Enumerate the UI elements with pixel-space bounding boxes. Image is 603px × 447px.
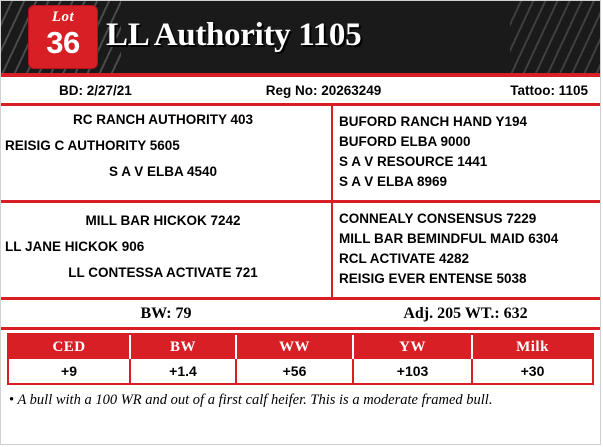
sire-parents [1, 106, 331, 200]
sire-name: REISIG C AUTHORITY 5605 [5, 138, 180, 153]
lot-label: Lot [51, 9, 75, 25]
sire-grandparent-2: BUFORD ELBA 9000 [339, 134, 471, 149]
epd-header-ww: WW [236, 335, 353, 359]
dam-grandparent-4: REISIG EVER ENTENSE 5038 [339, 271, 527, 286]
sire-dam: S A V ELBA 4540 [108, 164, 218, 179]
dam-grandparents [331, 203, 600, 297]
epd-table [7, 333, 594, 385]
sire-grandparent-1: BUFORD RANCH HAND Y194 [339, 114, 528, 129]
dam-grandparent-2: MILL BAR BEMINDFUL MAID 6304 [339, 231, 559, 246]
header-stripe-right [510, 1, 600, 73]
sire-grandparents [331, 106, 600, 200]
epd-value-ww: +56 [236, 359, 353, 383]
sire-grandparent-3: S A V RESOURCE 1441 [339, 154, 488, 169]
table-header-row [9, 335, 592, 359]
adjusted-205-weight: Adj. 205 WT.: 632 [403, 304, 528, 322]
page-title: LL Authority 1105 [106, 17, 362, 53]
birth-date: BD: 2/27/21 [59, 82, 132, 98]
dam-name: LL JANE HICKOK 906 [5, 239, 145, 254]
epd-header-yw: YW [353, 335, 472, 359]
sire-sire: RC RANCH AUTHORITY 403 [72, 112, 254, 127]
epd-value-ced: +9 [9, 359, 130, 383]
dam-sire: MILL BAR HICKOK 7242 [85, 213, 241, 228]
registration-number: Reg No: 20263249 [265, 82, 382, 98]
tattoo: Tattoo: 1105 [510, 82, 588, 98]
lot-number: 36 [46, 25, 80, 60]
dam-grandparent-1: CONNEALY CONSENSUS 7229 [339, 211, 537, 226]
animal-info-row [1, 77, 600, 103]
epd-value-bw: +1.4 [130, 359, 236, 383]
pedigree-dam [1, 203, 600, 297]
epd-header-ced: CED [9, 335, 130, 359]
card-header [1, 1, 600, 73]
epd-value-milk: +30 [472, 359, 592, 383]
pedigree-sire [1, 106, 600, 200]
epd-value-yw: +103 [353, 359, 472, 383]
divider-epd [1, 327, 600, 330]
bullet-icon: • [9, 392, 15, 408]
lot-note-text: A bull with a 100 WR and out of a first calf heifer. This is a moderate framed bull. [17, 392, 493, 408]
dam-dam: LL CONTESSA ACTIVATE 721 [68, 265, 258, 280]
birth-weight: BW: 79 [140, 304, 192, 322]
weight-row [1, 300, 600, 327]
dam-grandparent-3: RCL ACTIVATE 4282 [339, 251, 470, 266]
table-row [9, 359, 592, 383]
sire-grandparent-4: S A V ELBA 8969 [339, 174, 448, 189]
lot-badge [29, 6, 97, 68]
epd-header-milk: Milk [472, 335, 592, 359]
epd-header-bw: BW [130, 335, 236, 359]
lot-note [9, 391, 592, 409]
dam-parents [1, 203, 331, 297]
